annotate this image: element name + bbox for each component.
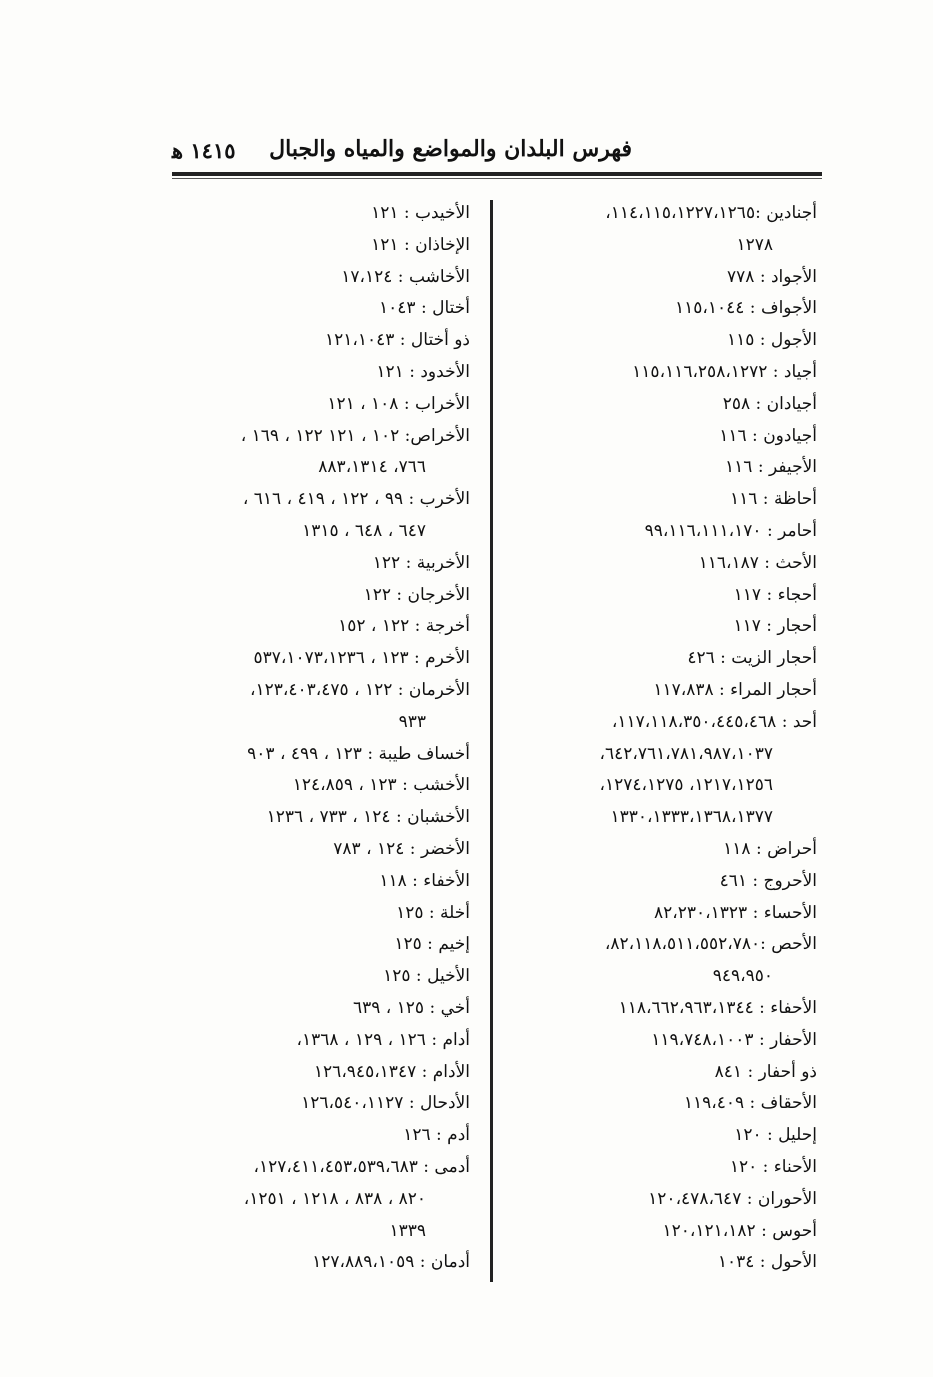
index-entry: الأحقاف : ١١٩،٤٠٩ [683,1093,817,1114]
index-entry: الأحناء : ١٢٠ [729,1156,817,1177]
index-entry: أخي : ١٢٥ ، ٦٣٩ [352,997,470,1018]
index-entry: أحجاء : ١١٧ [733,584,817,605]
index-entry: الأخراب : ١٠٨ ، ١٢١ [327,393,470,414]
index-entry: الأحث : ١١٦،١٨٧ [698,552,817,573]
index-entry: الأخراص: ١٠٢ ، ١٢١ ١٢٢ ، ١٦٩ ، [240,425,470,446]
index-entry: الأخربية : ١٢٢ [372,552,470,573]
index-entry-continuation: ٩٣٣ [398,711,426,732]
index-entry: الأخفاء : ١١٨ [379,870,470,891]
index-entry: أدم : ١٢٦ [403,1125,470,1146]
index-entry: أجيادون : ١١٦ [719,425,817,446]
index-entry: الأحفاء : ١١٨،٦٦٢،٩٦٣،١٣٤٤ [618,997,817,1018]
index-entry: أجنادين :١١٤،١١٥،١٢٢٧،١٢٦٥، [605,203,817,223]
index-entry: أخلة : ١٢٥ [396,902,470,923]
index-entry: الأخدود : ١٢١ [376,361,470,382]
index-entry: الأجواف : ١١٥،١٠٤٤ [675,298,817,319]
index-entry: الأخشب : ١٢٣ ، ١٢٤،٨٥٩ [292,775,470,796]
index-entry: الأحروج : ٤٦١ [719,870,817,891]
index-entry-continuation: ١٢٧٨ [736,234,773,255]
index-entry-continuation: ٧٦٦، ٨٨٣،١٣١٤ [318,457,426,478]
index-entry-continuation: ٨٢٠ ، ٨٣٨ ، ١٢١٨ ، ١٢٥١، [243,1188,426,1209]
index-entry: الأخرجان : ١٢٢ [363,584,470,605]
index-entry: الأجيفر : ١١٦ [725,457,817,478]
index-entry: الإخاذان : ١٢١ [371,234,470,255]
index-entry: الأخرم : ١٢٣ ، ٥٣٧،١٠٧٣،١٢٣٦ [253,648,470,669]
index-entry: الأخاشب : ١٧،١٢٤ [341,266,470,287]
index-entry: الأجواد : ٧٧٨ [727,266,817,287]
index-entry: أدام : ١٢٦ ، ١٢٩ ، ١٣٦٨، [296,1029,470,1050]
index-entry-continuation: ١٣٣٩ [389,1220,426,1241]
index-entry-continuation: ٦٤٢،٧٦١،٧٨١،٩٨٧،١٠٣٧، [599,743,773,764]
column-divider [490,200,493,1282]
index-entry-continuation: ١٣٣٠،١٣٣٣،١٣٦٨،١٣٧٧ [610,807,773,828]
page-header [172,136,822,172]
index-column-left [170,198,470,1279]
index-entry: الأحوران : ١٢٠،٤٧٨،٦٤٧ [648,1188,817,1209]
index-entry: أحجار الزيت : ٤٢٦ [687,648,817,669]
index-entry: أحد : ١١٧،١١٨،٣٥٠،٤٤٥،٤٦٨، [611,711,817,732]
header-rule-thin [172,178,822,179]
index-entry: أخساف طيبة : ١٢٣ ، ٤٩٩ ، ٩٠٣ [247,743,470,764]
index-column-right [512,198,817,1279]
index-entry: الأحفار : ١١٩،٧٤٨،١٠٠٣ [651,1029,817,1050]
index-entry: الأخيل : ١٢٥ [383,966,470,987]
index-entry: الأخرب : ٩٩ ، ١٢٢ ، ٤١٩ ، ٦١٦ ، [242,489,470,510]
index-entry: الأدحال : ١٢٦،٥٤٠،١١٢٧ [301,1093,470,1114]
index-entry: الأحول : ١٠٣٤ [717,1252,817,1273]
index-entry: الأحص :٨٢،١١٨،٥١١،٥٥٢،٧٨٠، [604,934,817,955]
index-entry: الأجول : ١١٥ [726,330,817,351]
index-entry: أجياد : ١١٥،١١٦،٢٥٨،١٢٧٢ [632,361,817,382]
index-entry: إخيم : ١٢٥ [394,934,470,955]
index-entry: أدمى : ١٢٧،٤١١،٤٥٣،٥٣٩،٦٨٣، [253,1156,470,1177]
index-entry: ذو أحفار : ٨٤١ [714,1061,817,1082]
page-number: ١٤١٥ ﻫ [172,138,236,163]
index-entry: أحوس : ١٢٠،١٢١،١٨٢ [662,1220,817,1241]
index-entry: الأخيدب : ١٢١ [371,203,470,223]
index-entry: أحراض : ١١٨ [723,838,817,859]
header-rule [172,172,822,176]
index-entry: أحاظة : ١١٦ [730,489,817,510]
index-entry: أختال : ١٠٤٣ [379,298,470,319]
index-entry-continuation: ٩٤٩،٩٥٠ [712,966,773,987]
index-entry: الأخرمان : ١٢٢ ، ١٢٣،٤٠٣،٤٧٥، [250,679,470,700]
index-entry: أدمان : ١٢٧،٨٨٩،١٠٥٩ [312,1252,470,1273]
index-entry: الأخشبان : ١٢٤ ، ٧٣٣ ، ١٢٣٦ [266,807,470,828]
index-entry: أحجار المراء : ١١٧،٨٣٨ [653,679,817,700]
index-entry: أحجار : ١١٧ [733,616,817,637]
page-title: فهرس البلدان والمواضع والمياه والجبال [269,136,632,162]
index-entry-continuation: ٦٤٧ ، ٦٤٨ ، ١٣١٥ [302,520,426,541]
index-entry: إحليل : ١٢٠ [734,1125,817,1146]
index-entry: أخرجة : ١٢٢ ، ١٥٢ [338,616,470,637]
index-entry-continuation: ١٢١٧،١٢٥٦، ١٢٧٤،١٢٧٥، [599,775,773,796]
index-entry: الأحساء : ٨٢،٢٣٠،١٣٢٣ [654,902,817,923]
index-entry: أحامر : ٩٩،١١٦،١١١،١٧٠ [644,520,817,541]
index-entry: ذو أختال : ١٢١،١٠٤٣ [324,330,470,351]
index-entry: الأخضر : ١٢٤ ، ٧٨٣ [333,838,470,859]
index-entry: الأدام : ١٢٦،٩٤٥،١٣٤٧ [313,1061,470,1082]
index-entry: أجيادان : ٢٥٨ [722,393,817,414]
